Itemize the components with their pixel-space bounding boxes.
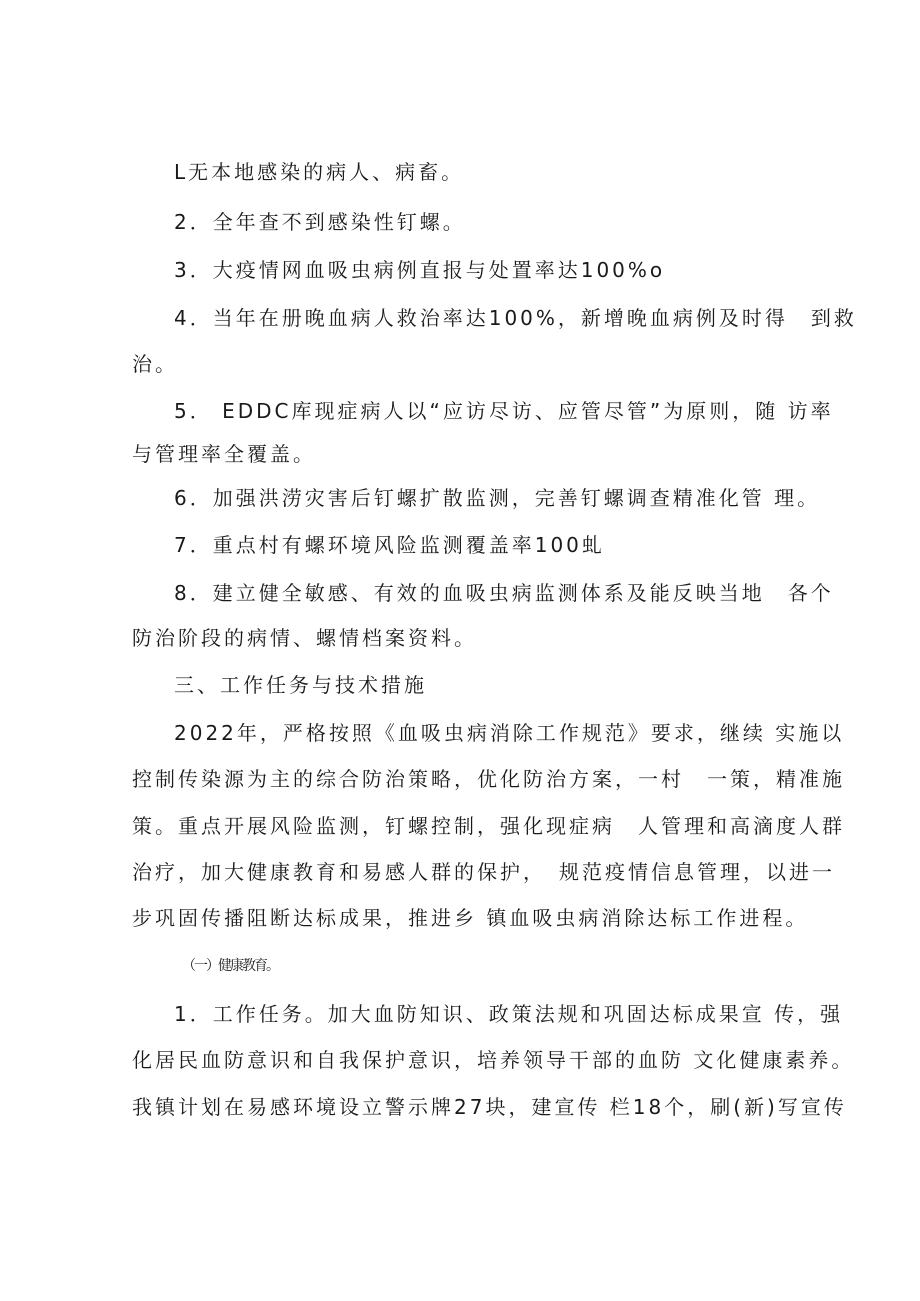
paragraph-line: 步巩固传播阻断达标成果，推进乡 镇血吸虫病消除达标工作进程。: [132, 906, 809, 930]
paragraph-line: 3．大疫情网血吸虫病例直报与处置率达100%o: [174, 258, 666, 282]
paragraph-line: 策。重点开展风险监测，钉螺控制，强化现症病 人管理和高滴度人群: [132, 814, 845, 838]
paragraph-line: 2．全年查不到感染性钉螺。: [174, 210, 466, 234]
paragraph-line: L无本地感染的病人、病畜。: [174, 160, 465, 184]
paragraph-line: 8．建立健全敏感、有效的血吸虫病监测体系及能反映当地 各个: [174, 581, 834, 605]
paragraph-line: 与管理率全覆盖。: [132, 442, 316, 466]
paragraph-line: 化居民血防意识和自我保护意识，培养领导干部的血防 文化健康素养。: [132, 1048, 855, 1072]
paragraph-line: 4．当年在册晚血病人救治率达100%，新增晚血病例及时得 到救: [174, 306, 857, 330]
paragraph-line: 我镇计划在易感环境设立警示牌27块，建宣传 栏18个，刷(新)写宣传: [132, 1095, 847, 1119]
paragraph-line: 1．工作任务。加大血防知识、政策法规和巩固达标成果宣 传，强: [174, 1002, 844, 1026]
paragraph-line: 5． EDDC库现症病人以“应访尽访、应管尽管”为原则，随 访率: [174, 399, 834, 423]
paragraph-line: 防治阶段的病情、螺情档案资料。: [132, 626, 477, 650]
paragraph-line: 治疗，加大健康教育和易感人群的保护， 规范疫情信息管理，以进一: [132, 860, 835, 884]
paragraph-line: 7．重点村有螺环境风险监测覆盖率100虬: [174, 533, 605, 557]
paragraph-line: 2022年，严格按照《血吸虫病消除工作规范》要求，继续 实施以: [174, 721, 845, 745]
subsection-heading: （一）健康教育。: [182, 958, 278, 974]
paragraph-line: 6．加强洪涝灾害后钉螺扩散监测，完善钉螺调查精准化管 理。: [174, 486, 821, 510]
paragraph-line: 治。: [132, 352, 178, 376]
paragraph-line: 控制传染源为主的综合防治策略，优化防治方案，一村 一策，精准施: [132, 767, 845, 791]
section-heading: 三、工作任务与技术措施: [174, 673, 427, 697]
